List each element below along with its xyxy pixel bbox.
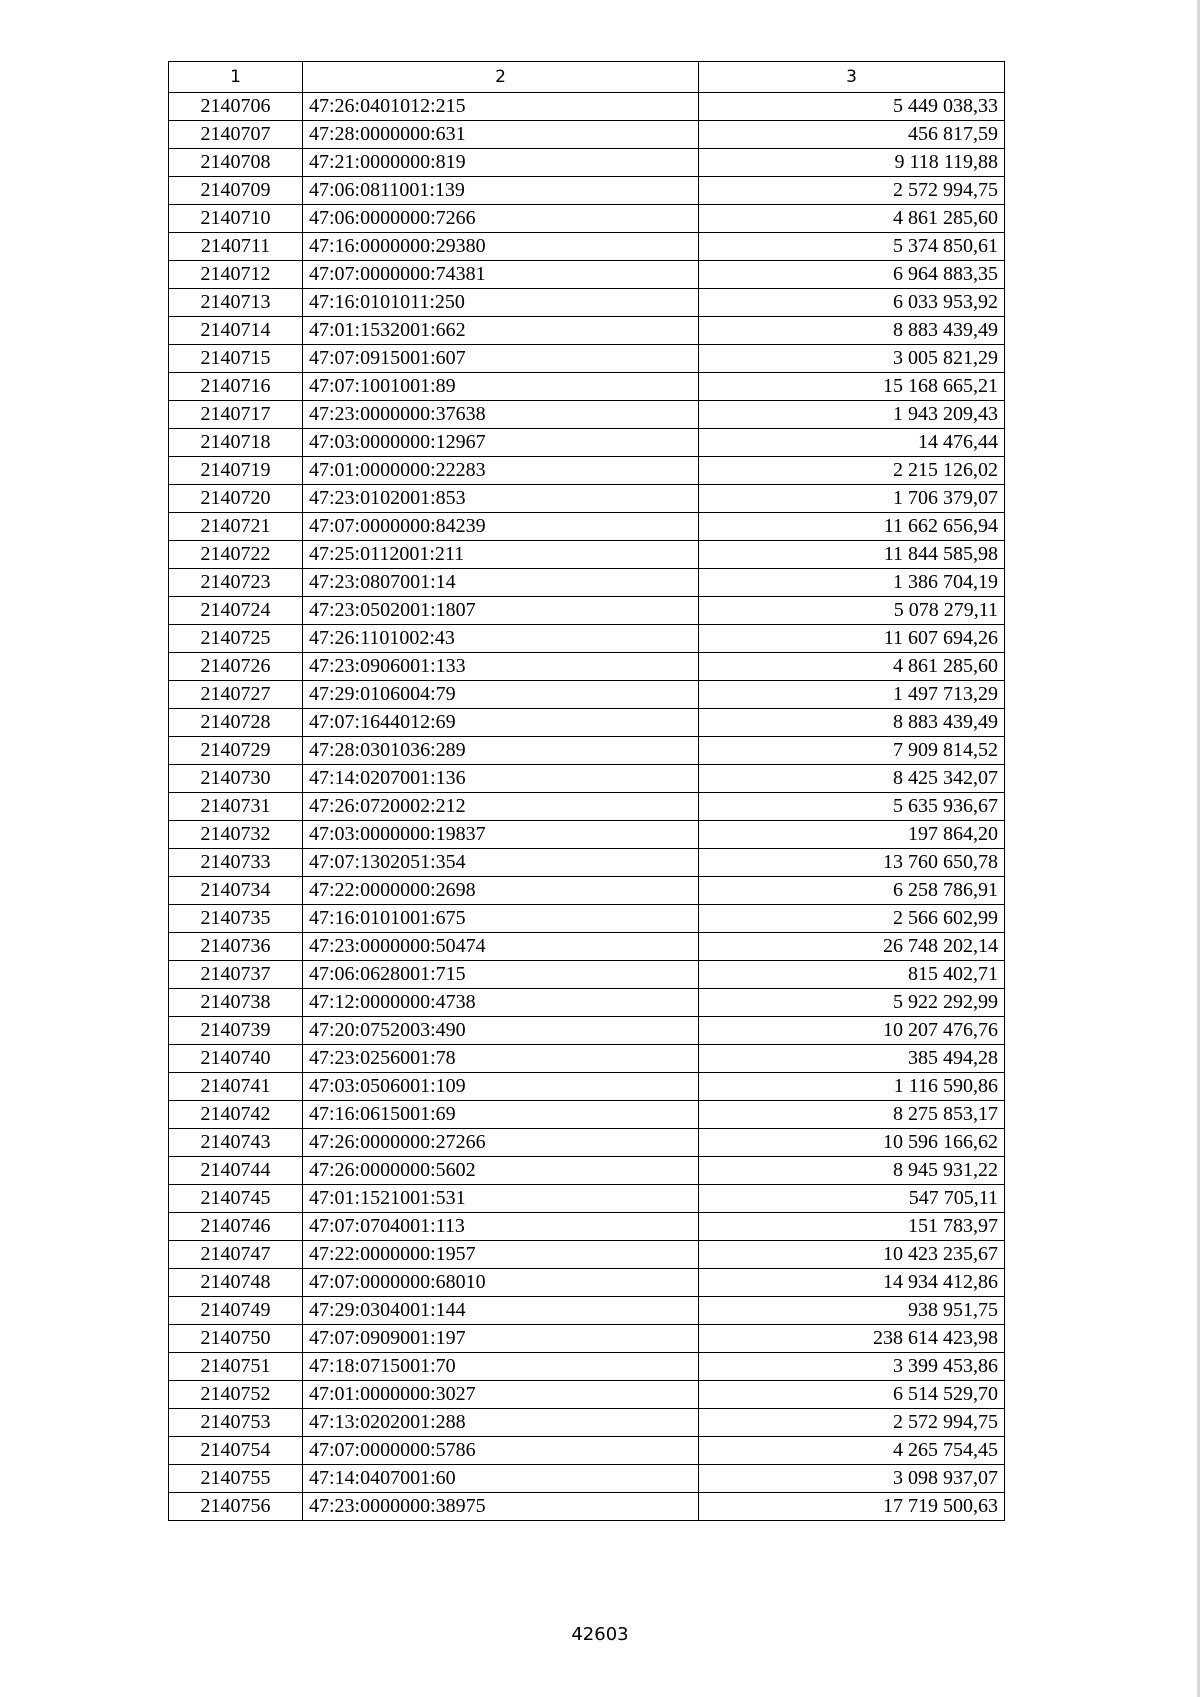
- cadastral-number-cell: 47:22:0000000:1957: [303, 1241, 699, 1269]
- cadastral-number-cell: 47:14:0207001:136: [303, 765, 699, 793]
- cadastral-number-cell: 47:23:0256001:78: [303, 1045, 699, 1073]
- table-row: [169, 989, 1005, 1017]
- table-row: [169, 1381, 1005, 1409]
- value-cell: 151 783,97: [699, 1213, 1005, 1241]
- table-row: [169, 1437, 1005, 1465]
- table-row: [169, 1353, 1005, 1381]
- table-row: [169, 1269, 1005, 1297]
- cadastral-number-cell: 47:18:0715001:70: [303, 1353, 699, 1381]
- value-cell: 4 861 285,60: [699, 205, 1005, 233]
- row-number-cell: 2140707: [169, 121, 303, 149]
- table-row: [169, 1157, 1005, 1185]
- value-cell: 11 844 585,98: [699, 541, 1005, 569]
- row-number-cell: 2140743: [169, 1129, 303, 1157]
- value-cell: 8 883 439,49: [699, 709, 1005, 737]
- row-number-cell: 2140740: [169, 1045, 303, 1073]
- cadastral-number-cell: 47:01:0000000:3027: [303, 1381, 699, 1409]
- table-row: [169, 93, 1005, 121]
- value-cell: 1 497 713,29: [699, 681, 1005, 709]
- table-row: [169, 1325, 1005, 1353]
- table-row: [169, 1297, 1005, 1325]
- value-cell: 6 033 953,92: [699, 289, 1005, 317]
- table-row: [169, 205, 1005, 233]
- value-cell: 2 215 126,02: [699, 457, 1005, 485]
- value-cell: 8 275 853,17: [699, 1101, 1005, 1129]
- row-number-cell: 2140742: [169, 1101, 303, 1129]
- table-row: [169, 961, 1005, 989]
- row-number-cell: 2140750: [169, 1325, 303, 1353]
- cadastral-number-cell: 47:26:1101002:43: [303, 625, 699, 653]
- row-number-cell: 2140720: [169, 485, 303, 513]
- row-number-cell: 2140714: [169, 317, 303, 345]
- value-cell: 5 635 936,67: [699, 793, 1005, 821]
- cadastral-number-cell: 47:01:1521001:531: [303, 1185, 699, 1213]
- cadastral-number-cell: 47:06:0628001:715: [303, 961, 699, 989]
- table-row: [169, 177, 1005, 205]
- table-row: [169, 625, 1005, 653]
- value-cell: 15 168 665,21: [699, 373, 1005, 401]
- row-number-cell: 2140733: [169, 849, 303, 877]
- cadastral-number-cell: 47:16:0101011:250: [303, 289, 699, 317]
- row-number-cell: 2140747: [169, 1241, 303, 1269]
- table-row: [169, 1101, 1005, 1129]
- table-row: [169, 597, 1005, 625]
- cadastral-number-cell: 47:16:0615001:69: [303, 1101, 699, 1129]
- table-row: [169, 877, 1005, 905]
- value-cell: 238 614 423,98: [699, 1325, 1005, 1353]
- cadastral-number-cell: 47:26:0000000:5602: [303, 1157, 699, 1185]
- row-number-cell: 2140752: [169, 1381, 303, 1409]
- value-cell: 2 566 602,99: [699, 905, 1005, 933]
- row-number-cell: 2140755: [169, 1465, 303, 1493]
- row-number-cell: 2140731: [169, 793, 303, 821]
- cadastral-number-cell: 47:22:0000000:2698: [303, 877, 699, 905]
- cadastral-number-cell: 47:07:0000000:74381: [303, 261, 699, 289]
- value-cell: 10 207 476,76: [699, 1017, 1005, 1045]
- cadastral-number-cell: 47:01:0000000:22283: [303, 457, 699, 485]
- cadastral-number-cell: 47:03:0000000:12967: [303, 429, 699, 457]
- value-cell: 815 402,71: [699, 961, 1005, 989]
- cadastral-number-cell: 47:14:0407001:60: [303, 1465, 699, 1493]
- row-number-cell: 2140715: [169, 345, 303, 373]
- row-number-cell: 2140710: [169, 205, 303, 233]
- cadastral-number-cell: 47:01:1532001:662: [303, 317, 699, 345]
- table-row: [169, 121, 1005, 149]
- column-header-3: 3: [699, 62, 1005, 93]
- cadastral-number-cell: 47:21:0000000:819: [303, 149, 699, 177]
- table-row: [169, 1241, 1005, 1269]
- value-cell: 6 258 786,91: [699, 877, 1005, 905]
- value-cell: 11 607 694,26: [699, 625, 1005, 653]
- table-row: [169, 821, 1005, 849]
- table-row: [169, 681, 1005, 709]
- table-row: [169, 933, 1005, 961]
- value-cell: 1 943 209,43: [699, 401, 1005, 429]
- page-number: 42603: [571, 1624, 629, 1645]
- table-row: [169, 261, 1005, 289]
- value-cell: 5 374 850,61: [699, 233, 1005, 261]
- table-row: [169, 1409, 1005, 1437]
- row-number-cell: 2140732: [169, 821, 303, 849]
- value-cell: 10 423 235,67: [699, 1241, 1005, 1269]
- table-row: [169, 1185, 1005, 1213]
- cadastral-number-cell: 47:07:1302051:354: [303, 849, 699, 877]
- value-cell: 4 861 285,60: [699, 653, 1005, 681]
- table-row: [169, 457, 1005, 485]
- cadastral-number-cell: 47:06:0000000:7266: [303, 205, 699, 233]
- cadastral-number-cell: 47:23:0102001:853: [303, 485, 699, 513]
- table-row: [169, 429, 1005, 457]
- table-row: [169, 653, 1005, 681]
- table-row: [169, 765, 1005, 793]
- table-row: [169, 149, 1005, 177]
- cadastral-number-cell: 47:23:0502001:1807: [303, 597, 699, 625]
- table-row: [169, 541, 1005, 569]
- row-number-cell: 2140754: [169, 1437, 303, 1465]
- table-row: [169, 401, 1005, 429]
- table-row: [169, 233, 1005, 261]
- value-cell: 9 118 119,88: [699, 149, 1005, 177]
- value-cell: 8 425 342,07: [699, 765, 1005, 793]
- cadastral-number-cell: 47:07:0909001:197: [303, 1325, 699, 1353]
- cadastral-number-cell: 47:28:0301036:289: [303, 737, 699, 765]
- value-cell: 2 572 994,75: [699, 177, 1005, 205]
- row-number-cell: 2140721: [169, 513, 303, 541]
- table-row: [169, 1213, 1005, 1241]
- cadastral-number-cell: 47:06:0811001:139: [303, 177, 699, 205]
- value-cell: 8 945 931,22: [699, 1157, 1005, 1185]
- row-number-cell: 2140726: [169, 653, 303, 681]
- value-cell: 5 922 292,99: [699, 989, 1005, 1017]
- value-cell: 14 476,44: [699, 429, 1005, 457]
- table-row: [169, 485, 1005, 513]
- row-number-cell: 2140716: [169, 373, 303, 401]
- cadastral-number-cell: 47:07:0915001:607: [303, 345, 699, 373]
- table-row: [169, 709, 1005, 737]
- row-number-cell: 2140719: [169, 457, 303, 485]
- cadastral-number-cell: 47:29:0304001:144: [303, 1297, 699, 1325]
- row-number-cell: 2140725: [169, 625, 303, 653]
- value-cell: 197 864,20: [699, 821, 1005, 849]
- table-row: [169, 793, 1005, 821]
- value-cell: 1 706 379,07: [699, 485, 1005, 513]
- row-number-cell: 2140745: [169, 1185, 303, 1213]
- cadastral-number-cell: 47:07:1644012:69: [303, 709, 699, 737]
- table-row: [169, 513, 1005, 541]
- cadastral-number-cell: 47:23:0906001:133: [303, 653, 699, 681]
- row-number-cell: 2140718: [169, 429, 303, 457]
- table-body: [169, 93, 1005, 1521]
- table-row: [169, 1073, 1005, 1101]
- cadastral-number-cell: 47:07:1001001:89: [303, 373, 699, 401]
- value-cell: 938 951,75: [699, 1297, 1005, 1325]
- cadastral-number-cell: 47:07:0704001:113: [303, 1213, 699, 1241]
- cadastral-number-cell: 47:26:0401012:215: [303, 93, 699, 121]
- cadastral-number-cell: 47:03:0000000:19837: [303, 821, 699, 849]
- row-number-cell: 2140712: [169, 261, 303, 289]
- cadastral-number-cell: 47:20:0752003:490: [303, 1017, 699, 1045]
- row-number-cell: 2140730: [169, 765, 303, 793]
- value-cell: 385 494,28: [699, 1045, 1005, 1073]
- row-number-cell: 2140751: [169, 1353, 303, 1381]
- column-header-2: 2: [303, 62, 699, 93]
- table-row: [169, 373, 1005, 401]
- cadastral-number-cell: 47:26:0000000:27266: [303, 1129, 699, 1157]
- value-cell: 1 116 590,86: [699, 1073, 1005, 1101]
- value-cell: 547 705,11: [699, 1185, 1005, 1213]
- table-row: [169, 1045, 1005, 1073]
- value-cell: 1 386 704,19: [699, 569, 1005, 597]
- table-row: [169, 1017, 1005, 1045]
- cadastral-number-cell: 47:23:0000000:50474: [303, 933, 699, 961]
- row-number-cell: 2140717: [169, 401, 303, 429]
- cadastral-number-cell: 47:07:0000000:84239: [303, 513, 699, 541]
- row-number-cell: 2140744: [169, 1157, 303, 1185]
- value-cell: 4 265 754,45: [699, 1437, 1005, 1465]
- cadastral-number-cell: 47:29:0106004:79: [303, 681, 699, 709]
- row-number-cell: 2140746: [169, 1213, 303, 1241]
- cadastral-number-cell: 47:28:0000000:631: [303, 121, 699, 149]
- cadastral-number-cell: 47:23:0807001:14: [303, 569, 699, 597]
- table-row: [169, 345, 1005, 373]
- cadastral-number-cell: 47:23:0000000:38975: [303, 1493, 699, 1521]
- cadastral-number-cell: 47:03:0506001:109: [303, 1073, 699, 1101]
- row-number-cell: 2140756: [169, 1493, 303, 1521]
- cadastral-number-cell: 47:07:0000000:5786: [303, 1437, 699, 1465]
- row-number-cell: 2140709: [169, 177, 303, 205]
- value-cell: 456 817,59: [699, 121, 1005, 149]
- row-number-cell: 2140735: [169, 905, 303, 933]
- cadastral-number-cell: 47:26:0720002:212: [303, 793, 699, 821]
- row-number-cell: 2140737: [169, 961, 303, 989]
- row-number-cell: 2140741: [169, 1073, 303, 1101]
- row-number-cell: 2140713: [169, 289, 303, 317]
- table-row: [169, 569, 1005, 597]
- cadastral-number-cell: 47:12:0000000:4738: [303, 989, 699, 1017]
- table-row: [169, 317, 1005, 345]
- value-cell: 3 098 937,07: [699, 1465, 1005, 1493]
- value-cell: 3 399 453,86: [699, 1353, 1005, 1381]
- row-number-cell: 2140727: [169, 681, 303, 709]
- cadastral-number-cell: 47:13:0202001:288: [303, 1409, 699, 1437]
- header-row: [169, 62, 1005, 93]
- table-row: [169, 737, 1005, 765]
- value-cell: 6 964 883,35: [699, 261, 1005, 289]
- row-number-cell: 2140738: [169, 989, 303, 1017]
- row-number-cell: 2140724: [169, 597, 303, 625]
- table-row: [169, 1129, 1005, 1157]
- table-header: [169, 62, 1005, 93]
- cadastral-number-cell: 47:23:0000000:37638: [303, 401, 699, 429]
- value-cell: 2 572 994,75: [699, 1409, 1005, 1437]
- column-header-1: 1: [169, 62, 303, 93]
- value-cell: 6 514 529,70: [699, 1381, 1005, 1409]
- row-number-cell: 2140748: [169, 1269, 303, 1297]
- table-row: [169, 1493, 1005, 1521]
- value-cell: 13 760 650,78: [699, 849, 1005, 877]
- row-number-cell: 2140722: [169, 541, 303, 569]
- data-table: [168, 61, 1005, 1521]
- row-number-cell: 2140739: [169, 1017, 303, 1045]
- row-number-cell: 2140723: [169, 569, 303, 597]
- table-row: [169, 849, 1005, 877]
- cadastral-number-cell: 47:16:0000000:29380: [303, 233, 699, 261]
- table-row: [169, 1465, 1005, 1493]
- table-row: [169, 289, 1005, 317]
- value-cell: 10 596 166,62: [699, 1129, 1005, 1157]
- value-cell: 14 934 412,86: [699, 1269, 1005, 1297]
- row-number-cell: 2140734: [169, 877, 303, 905]
- row-number-cell: 2140706: [169, 93, 303, 121]
- value-cell: 11 662 656,94: [699, 513, 1005, 541]
- cadastral-number-cell: 47:25:0112001:211: [303, 541, 699, 569]
- value-cell: 8 883 439,49: [699, 317, 1005, 345]
- row-number-cell: 2140736: [169, 933, 303, 961]
- row-number-cell: 2140711: [169, 233, 303, 261]
- value-cell: 26 748 202,14: [699, 933, 1005, 961]
- value-cell: 3 005 821,29: [699, 345, 1005, 373]
- row-number-cell: 2140753: [169, 1409, 303, 1437]
- row-number-cell: 2140749: [169, 1297, 303, 1325]
- value-cell: 5 078 279,11: [699, 597, 1005, 625]
- row-number-cell: 2140708: [169, 149, 303, 177]
- row-number-cell: 2140729: [169, 737, 303, 765]
- value-cell: 5 449 038,33: [699, 93, 1005, 121]
- value-cell: 7 909 814,52: [699, 737, 1005, 765]
- row-number-cell: 2140728: [169, 709, 303, 737]
- cadastral-number-cell: 47:16:0101001:675: [303, 905, 699, 933]
- value-cell: 17 719 500,63: [699, 1493, 1005, 1521]
- cadastral-number-cell: 47:07:0000000:68010: [303, 1269, 699, 1297]
- table-row: [169, 905, 1005, 933]
